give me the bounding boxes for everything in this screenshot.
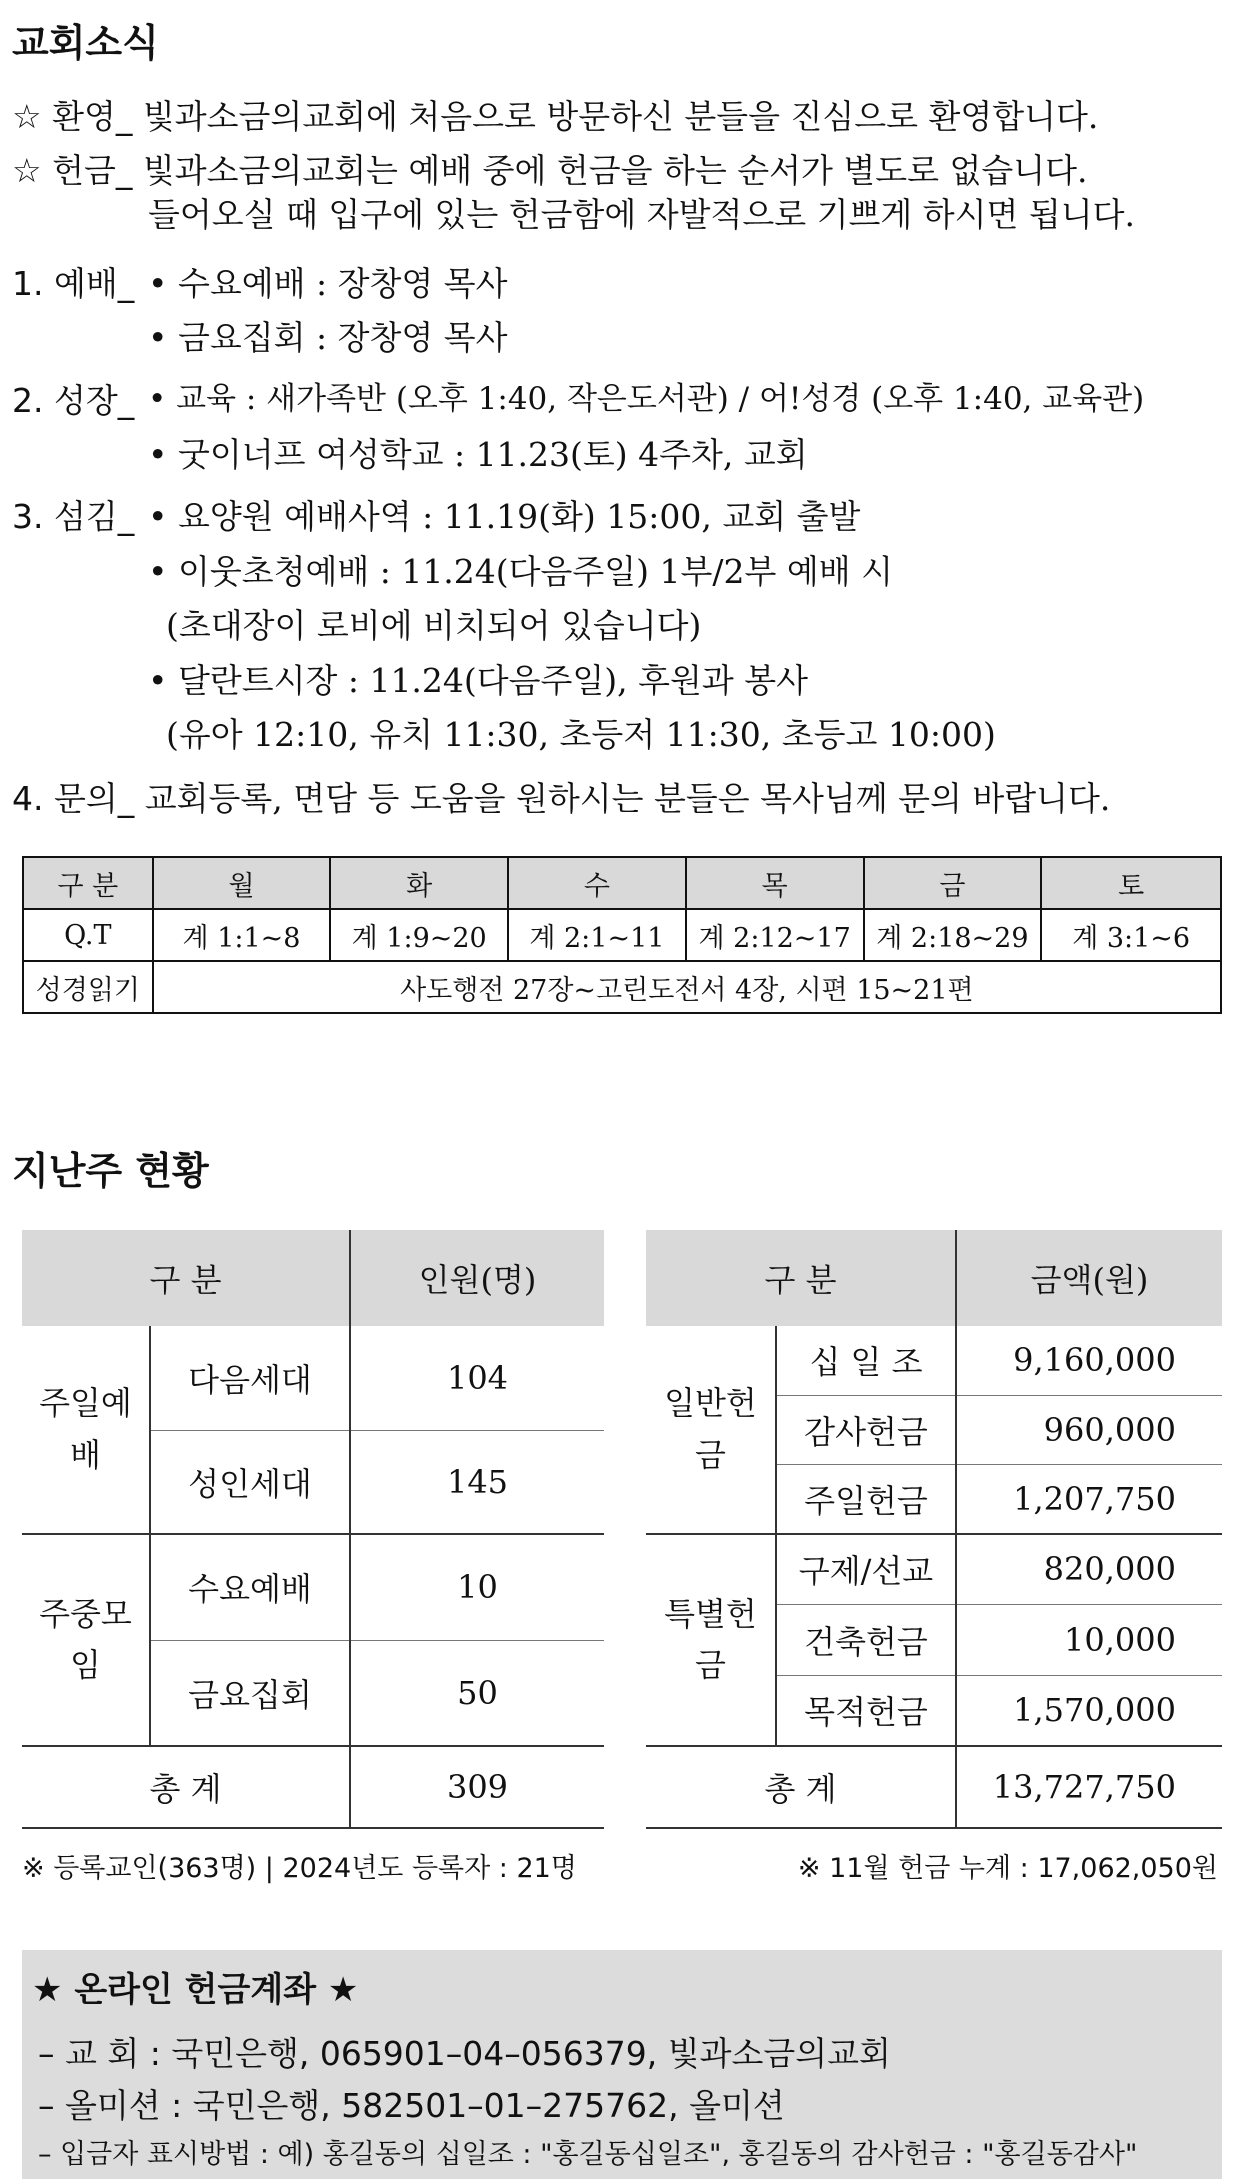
offering-row-label: 건축헌금 [776, 1604, 956, 1675]
attendance-row-value: 10 [350, 1534, 604, 1640]
last-week-title: 지난주 현황 [12, 1149, 209, 1193]
table-row [22, 1326, 604, 1430]
qt-cell: 계 2:12~17 [686, 909, 864, 961]
allmission-account: – 올미션 : 국민은행, 582501–01–275762, 올미션 [38, 2086, 785, 2125]
offering-header [646, 1230, 1222, 1326]
qt-cell: 계 2:1~11 [508, 909, 686, 961]
offering-row-value: 9,160,000 [1013, 1341, 1176, 1380]
attendance-row-label: 성인세대 [150, 1430, 350, 1534]
qt-header-cell: 토 [1041, 857, 1221, 909]
online-account-box [22, 1950, 1222, 2179]
worship-label: 1. 예배_ [12, 264, 135, 303]
inquiry-text: 교회등록, 면담 등 도움을 원하시는 분들은 목사님께 문의 바랍니다. [144, 779, 1111, 818]
offering-row-value: 10,000 [956, 1604, 1222, 1675]
qt-table [22, 856, 1222, 1014]
offering-label: ☆ 헌금_ [12, 151, 133, 190]
inquiry-line [12, 779, 1111, 818]
qt-row [23, 909, 1221, 961]
offering-row-label: 구제/선교 [776, 1534, 956, 1604]
qt-header-cell: 화 [330, 857, 508, 909]
serve-item-3: • 달란트시장 : 11.24(다음주일), 후원과 봉사 [148, 661, 809, 700]
attendance-total-label: 총 계 [22, 1746, 350, 1828]
depositor-instructions: – 입금자 표시방법 : 예) 홍길동의 십일조 : "홍길동십일조", 홍길동의 감사헌금 : "홍길동감사" [38, 2139, 1138, 2170]
attendance-total-value: 309 [350, 1746, 604, 1828]
growth-label: 2. 성장_ [12, 381, 135, 420]
offering-row-value: 1,207,750 [956, 1464, 1222, 1534]
offering-row-label: 십 일 조 [776, 1326, 956, 1395]
offering-row-value: 960,000 [956, 1395, 1222, 1464]
attendance-row-label: 다음세대 [150, 1326, 350, 1430]
qt-header-row [23, 857, 1221, 909]
welcome-text: 빛과소금의교회에 처음으로 방문하신 분들을 진심으로 환영합니다. [142, 97, 1099, 136]
reading-row [23, 961, 1221, 1013]
serve-label: 3. 섬김_ [12, 497, 135, 536]
attendance-header [22, 1230, 604, 1326]
offering-text-2: 들어오실 때 입구에 있는 헌금함에 자발적으로 기쁘게 하시면 됩니다. [148, 195, 1135, 234]
table-row [22, 1534, 604, 1640]
offering-table [646, 1230, 1222, 1829]
growth-item-1: • 교육 : 새가족반 (오후 1:40, 작은도서관) / 어!성경 (오후 1:40, 교육관) [148, 381, 1145, 417]
offering-total-value: 13,727,750 [956, 1746, 1222, 1828]
offering-group-general: 일반헌금 [646, 1326, 776, 1534]
qt-cell: 계 2:18~29 [864, 909, 1042, 961]
attendance-col-count: 인원(명) [350, 1230, 604, 1326]
offering-row-label: 목적헌금 [776, 1675, 956, 1746]
attendance-row-value: 145 [350, 1430, 604, 1534]
serve-item-2-note: (초대장이 로비에 비치되어 있습니다) [166, 606, 702, 645]
reading-value: 사도행전 27장~고린도전서 4장, 시편 15~21편 [153, 961, 1221, 1013]
offering-total-label: 총 계 [646, 1746, 956, 1828]
inquiry-label: 4. 문의_ [12, 779, 135, 818]
attendance-group-weekday: 주중모임 [22, 1534, 150, 1746]
offering-row-label: 주일헌금 [776, 1464, 956, 1534]
attendance-table [22, 1230, 604, 1829]
qt-label: Q.T [23, 909, 153, 961]
attendance-total-row [22, 1746, 604, 1828]
qt-header-cell: 금 [864, 857, 1042, 909]
worship-item-1: • 수요예배 : 장창영 목사 [148, 264, 508, 303]
offering-col-category: 구 분 [646, 1230, 956, 1326]
news-title: 교회소식 [12, 21, 159, 65]
attendance-group-sunday: 주일예배 [22, 1326, 150, 1534]
church-account: – 교 회 : 국민은행, 065901–04–056379, 빛과소금의교회 [38, 2034, 891, 2073]
table-row [646, 1326, 1222, 1395]
qt-cell: 계 1:1~8 [153, 909, 331, 961]
serve-item-3-note: (유아 12:10, 유치 11:30, 초등저 11:30, 초등고 10:00) [166, 715, 996, 754]
online-account-title: ★ 온라인 헌금계좌 ★ [32, 1970, 359, 2010]
qt-cell: 계 1:9~20 [330, 909, 508, 961]
qt-header-cell: 월 [153, 857, 331, 909]
reading-label: 성경읽기 [23, 961, 153, 1013]
attendance-row-label: 금요집회 [150, 1640, 350, 1746]
qt-header-cell: 구 분 [23, 857, 153, 909]
worship-item-2: • 금요집회 : 장창영 목사 [148, 318, 508, 357]
growth-item-2: • 굿이너프 여성학교 : 11.23(토) 4주차, 교회 [148, 435, 808, 474]
offering-row-label: 감사헌금 [776, 1395, 956, 1464]
offering-text-1: 빛과소금의교회는 예배 중에 헌금을 하는 순서가 별도로 없습니다. [142, 151, 1088, 190]
offering-group-special: 특별헌금 [646, 1534, 776, 1746]
attendance-col-category: 구 분 [22, 1230, 350, 1326]
offering-total-row [646, 1746, 1222, 1828]
registration-note: ※ 등록교인(363명) | 2024년도 등록자 : 21명 [22, 1853, 577, 1884]
welcome-label: ☆ 환영_ [12, 97, 133, 136]
qt-header-cell: 수 [508, 857, 686, 909]
attendance-row-value: 104 [446, 1358, 509, 1397]
offering-line [12, 151, 1088, 190]
serve-item-2: • 이웃초청예배 : 11.24(다음주일) 1부/2부 예배 시 [148, 552, 894, 591]
table-row [646, 1534, 1222, 1604]
attendance-row-value: 50 [350, 1640, 604, 1746]
qt-header-cell: 목 [686, 857, 864, 909]
offering-row-value: 820,000 [956, 1534, 1222, 1604]
attendance-row-label: 수요예배 [150, 1534, 350, 1640]
monthly-offering-note: ※ 11월 헌금 누계 : 17,062,050원 [797, 1853, 1218, 1884]
offering-row-value: 1,570,000 [956, 1675, 1222, 1746]
qt-cell: 계 3:1~6 [1041, 909, 1221, 961]
serve-item-1: • 요양원 예배사역 : 11.19(화) 15:00, 교회 출발 [148, 497, 861, 536]
offering-col-amount: 금액(원) [956, 1230, 1222, 1326]
welcome-line [12, 97, 1099, 136]
